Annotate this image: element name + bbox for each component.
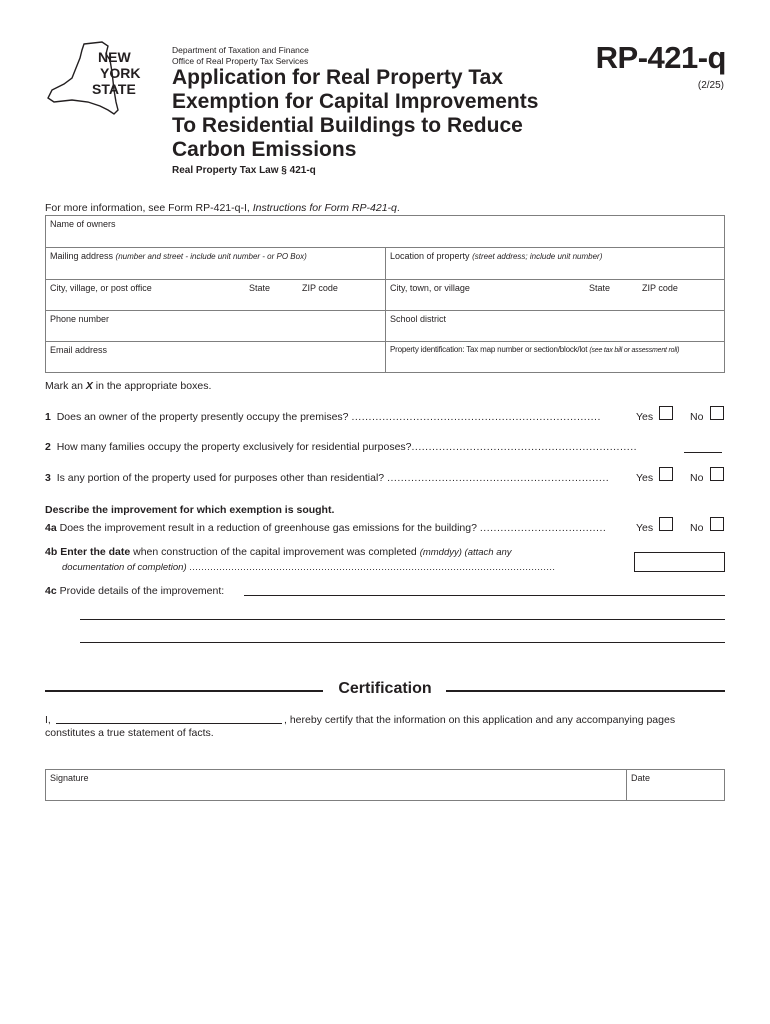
revision-date: (2/25) [697,80,724,91]
form-number: RP-421-q [595,40,726,75]
email-field[interactable] [45,341,386,373]
title-line: Carbon Emissions [172,138,357,161]
q4c-details-line-2[interactable] [80,619,725,620]
q3-yes-checkbox[interactable] [659,467,673,481]
location-hint: (street address; include unit number) [472,252,603,261]
q1-no-label: No [690,411,704,423]
state-left-label: State [249,283,271,293]
q1-yes-label: Yes [636,411,654,423]
q4a-no-checkbox[interactable] [710,517,724,531]
mark-suffix: in the appropriate boxes. [92,380,212,392]
q3-no-label: No [690,472,704,484]
q4a-text: Does the improvement result in a reduction of greenhouse gas emissions for the building? [59,522,477,534]
q4a-number: 4a [45,522,57,534]
location-label: Location of property [390,251,470,261]
property-id-field[interactable] [385,341,725,373]
name-owners-label: Name of owners [50,219,116,229]
q4c-text: Provide details of the improvement: [59,585,225,597]
school-district-field[interactable] [385,310,725,342]
logo-text-york: YORK [100,65,141,81]
cert-rule-right [446,690,725,692]
city-right-label: City, town, or village [390,283,470,293]
title-line: Exemption for Capital Improvements [172,90,539,113]
q3-number: 3 [45,472,51,484]
signature-label: Signature [50,773,89,783]
dept-line-2: Office of Real Property Tax Services [172,56,309,66]
q3-text: Is any portion of the property used for purposes other than residential? [56,472,385,484]
school-district-label: School district [390,314,447,324]
q1-yes-checkbox[interactable] [659,406,673,420]
q4a-yes-label: Yes [636,522,654,534]
q4b-line-2: documentation of completion) .......................................................................................................................... [62,562,556,573]
title-line: Application for Real Property Tax [172,66,504,89]
q4b-hint: (mmddyy) (attach any [419,547,512,558]
law-reference: Real Property Tax Law § 421-q [172,165,316,176]
email-label: Email address [50,345,108,355]
q1-no-checkbox[interactable] [710,406,724,420]
question-4c [45,585,224,597]
name-owners-field[interactable] [45,215,725,248]
cert-statement-2: constitutes a true statement of facts. [45,727,214,739]
q4b-text: when construction of the capital improvement was completed [130,546,420,558]
q4b-hint-2: documentation of completion) [62,562,187,573]
mark-x: X [85,380,93,392]
logo-text-state: STATE [92,81,136,97]
q4a-no-label: No [690,522,704,534]
question-4a: 4a Does the improvement result in a reduction of greenhouse gas emissions for the building? ..................................... [45,522,607,534]
q2-text: How many families occupy the property exclusively for residential purposes? [56,441,412,453]
question-3: 3 Is any portion of the property used for purposes other than residential? ................................................................. [45,472,610,484]
city-right-field[interactable] [385,279,725,311]
q3-no-checkbox[interactable] [710,467,724,481]
q4c-details-line-3[interactable] [80,642,725,643]
question-1: 1 Does an owner of the property presently occupy the premises? ......................................................................... [45,411,601,423]
zip-left-label: ZIP code [302,283,338,293]
cert-i-label: I, [45,714,51,726]
city-left-field[interactable] [45,279,386,311]
q1-number: 1 [45,411,51,423]
date-label: Date [631,773,651,783]
mailing-address-label: Mailing address [50,251,114,261]
signature-field[interactable] [45,769,627,801]
q2-number: 2 [45,441,51,453]
zip-right-label: ZIP code [642,283,678,293]
q4c-details-line-1[interactable] [244,595,725,596]
q4b-number: 4b [45,546,58,558]
mailing-address-field[interactable] [45,247,386,280]
more-info-prefix: For more information, see Form RP-421-q-I, [45,202,253,214]
mailing-address-hint: (number and street - include unit number - or PO Box) [115,252,307,261]
phone-field[interactable] [45,310,386,342]
property-id-label: Property identification: Tax map number or section/block/lot [390,345,588,354]
cert-name-line[interactable] [56,723,282,724]
more-info-suffix: . [396,202,400,214]
title-line: To Residential Buildings to Reduce [172,114,523,137]
phone-label: Phone number [50,314,110,324]
q4c-number: 4c [45,585,57,597]
mark-prefix: Mark an [45,380,86,392]
q2-answer-line[interactable] [684,452,722,453]
question-2: 2 How many families occupy the property exclusively for residential purposes?.................................................................. [45,441,638,453]
q4b-date-input[interactable] [634,552,725,572]
more-info-link[interactable]: Instructions for Form RP-421-q [252,202,397,214]
more-info-text [45,202,400,214]
form-title [172,66,592,162]
date-field[interactable] [626,769,725,801]
city-left-label: City, village, or post office [50,283,152,293]
q4a-yes-checkbox[interactable] [659,517,673,531]
dept-line-1: Department of Taxation and Finance [172,45,309,55]
cert-statement: , hereby certify that the information on this application and any accompanying pages [284,714,676,726]
certification-heading: Certification [338,680,432,697]
question-4b [45,546,512,558]
state-right-label: State [589,283,611,293]
q3-yes-label: Yes [636,472,654,484]
describe-heading: Describe the improvement for which exemption is sought. [45,504,335,516]
q1-text: Does an owner of the property presently occupy the premises? [56,411,349,423]
q4b-bold-text: Enter the date [60,546,131,558]
logo-text-new: NEW [98,49,131,65]
mark-instructions [45,380,211,392]
property-id-hint: (see tax bill or assessment roll) [589,347,680,354]
location-field[interactable] [385,247,725,280]
nys-logo [42,40,154,116]
